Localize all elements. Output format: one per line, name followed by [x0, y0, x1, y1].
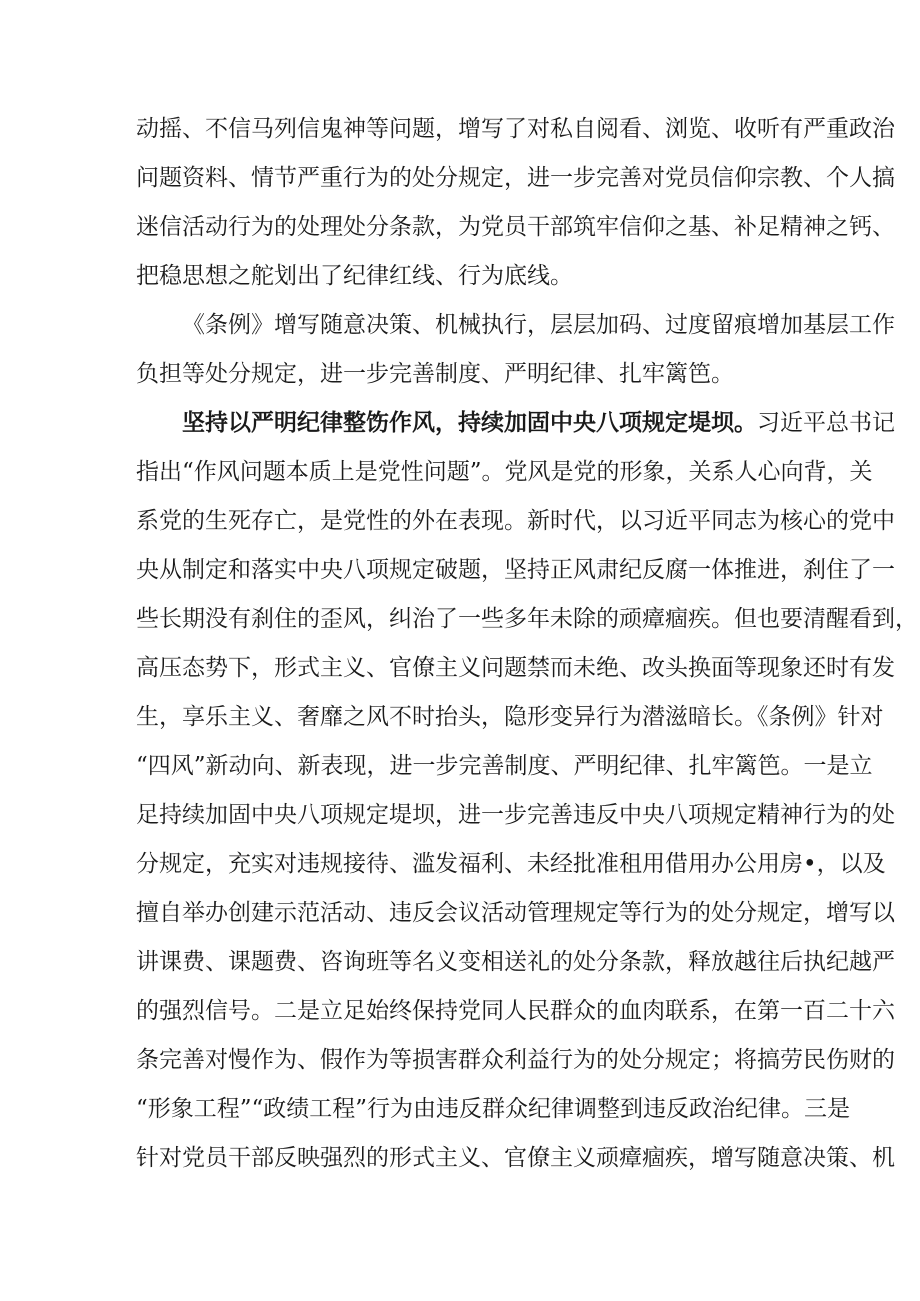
paragraph-1-line-4: 把稳思想之舵划出了纪律红线、行为底线。: [136, 263, 573, 289]
paragraph-3-line-7: 生，享乐主义、奢靡之风不时抬头，隐形变异行为潜滋暗长。《条例》针对: [136, 704, 884, 730]
paragraph-3-line-12: 讲课费、课题费、咨询班等名义变相送礼的处分条款，释放越往后执纪越严: [136, 949, 895, 975]
paragraph-3-line-3: 系党的生死存亡，是党性的外在表现。新时代，以习近平同志为核心的党中: [136, 508, 895, 534]
paragraph-3-line-2: 指出“作风问题本质上是党性问题”。党风是党的形象，关系人心向背，关: [136, 459, 873, 485]
paragraph-2-line-2: 负担等处分规定，进一步完善制度、严明纪律、扎牢篱笆。: [136, 361, 734, 387]
paragraph-3-line-1: [182, 408, 895, 438]
paragraph-3-line-16: 针对党员干部反映强烈的形式主义、官僚主义顽瘴痼疾，增写随意决策、机: [136, 1145, 895, 1171]
paragraph-3-line-5: 些长期没有刹住的歪风，纠治了一些多年未除的顽瘴痼疾。但也要清醒看到，: [136, 606, 918, 632]
paragraph-3-line-4: 央从制定和落实中央八项规定破题，坚持正风肃纪反腐一体推进，刹住了一: [136, 557, 895, 583]
paragraph-3-line-13: 的强烈信号。二是立足始终保持党同人民群众的血肉联系，在第一百二十六: [136, 998, 895, 1024]
paragraph-3-line-11: 擅自举办创建示范活动、违反会议活动管理规定等行为的处分规定，增写以: [136, 900, 895, 926]
paragraph-3-first-line-rest: 习近平总书记: [757, 410, 895, 436]
paragraph-3-line-6: 高压态势下，形式主义、官僚主义问题禁而未绝、改头换面等现象还时有发: [136, 655, 895, 681]
paragraph-1-line-1: 动摇、不信马列信鬼神等问题，增写了对私自阅看、浏览、收听有严重政治: [136, 116, 895, 142]
paragraph-3-line-8: “四风”新动向、新表现，进一步完善制度、严明纪律、扎牢篱笆。一是立: [136, 753, 873, 779]
paragraph-3-line-15: “形象工程”“政绩工程”行为由违反群众纪律调整到违反政治纪律。三是: [136, 1096, 851, 1122]
paragraph-3-line-9: 足持续加固中央八项规定堤坝，进一步完善违反中央八项规定精神行为的处: [136, 802, 895, 828]
paragraph-1-line-2: 问题资料、情节严重行为的处分规定，进一步完善对党员信仰宗教、个人搞: [136, 165, 895, 191]
paragraph-3-line-10: 分规定，充实对违规接待、滥发福利、未经批准租用借用办公用房•，以及: [136, 851, 886, 877]
paragraph-3-bold-lead: 坚持以严明纪律整饬作风，持续加固中央八项规定堤坝。: [182, 409, 757, 436]
paragraph-2-line-1: 《条例》增写随意决策、机械执行，层层加码、过度留痕增加基层工作: [182, 312, 895, 338]
paragraph-1-line-3: 迷信活动行为的处理处分条款，为党员干部筑牢信仰之基、补足精神之钙、: [136, 214, 895, 240]
paragraph-3-line-14: 条完善对慢作为、假作为等损害群众利益行为的处分规定；将搞劳民伤财的: [136, 1047, 895, 1073]
